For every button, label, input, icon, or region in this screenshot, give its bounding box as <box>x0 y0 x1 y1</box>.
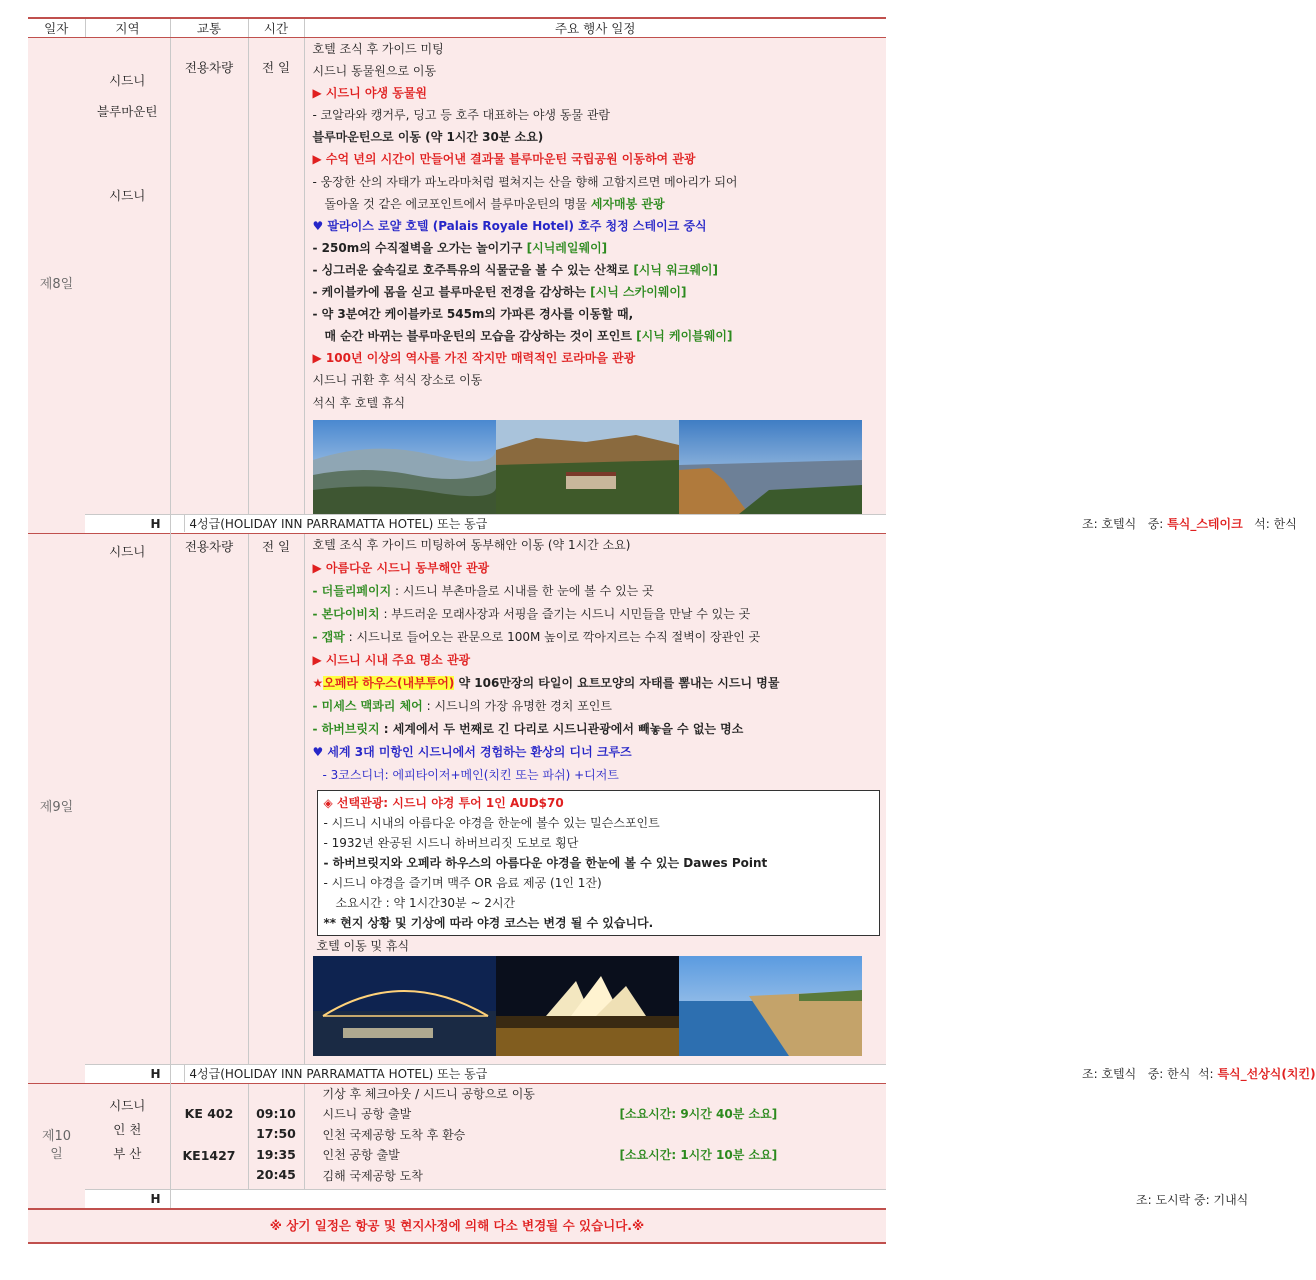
day10-schedule <box>304 1083 886 1189</box>
day8-line: ▶ 100년 이상의 역사를 가진 작지만 매력적인 로라마을 관광 <box>312 351 636 366</box>
day9-time: 전 일 <box>248 533 304 1064</box>
day8-line: 호텔 조식 후 가이드 미팅 <box>312 42 444 56</box>
day9-label: 제9일 <box>28 533 85 1083</box>
day9-hotel-name: 4성급(HOLIDAY INN PARRAMATTA HOTEL) 또는 동급 <box>184 1065 487 1082</box>
day10-times: 09:10 17:50 19:35 20:45 <box>248 1083 304 1189</box>
day9-transport: 전용차량 <box>170 533 248 1064</box>
gap-park-cliff-photo <box>679 956 862 1056</box>
day8-schedule <box>304 38 886 515</box>
day10-line: 김해 국제공항 도착 <box>322 1168 423 1183</box>
day8-line: 시드니 귀환 후 석식 장소로 이동 <box>312 373 483 388</box>
day10-hotel-h: H <box>150 1191 161 1206</box>
day10-flights: KE 402 KE1427 <box>170 1083 248 1189</box>
day8-hotel-name: 4성급(HOLIDAY INN PARRAMATTA HOTEL) 또는 동급 <box>184 515 487 532</box>
three-sisters-cliff-photo <box>679 420 862 514</box>
day9-after: 호텔 이동 및 휴식 <box>316 938 410 953</box>
day8-line: ▶ 수억 년의 시간이 만들어낸 결과물 블루마운틴 국립공원 이동하여 관광 <box>312 152 696 167</box>
day8-time: 전 일 <box>248 38 304 515</box>
day9-line: 호텔 조식 후 가이드 미팅하여 동부해안 이동 (약 1시간 소요) <box>312 537 631 552</box>
day8-label: 제8일 <box>39 277 74 293</box>
day9-line: ▶ 아름다운 시드니 동부해안 관광 <box>312 560 490 575</box>
day9-hotel-h: H <box>150 1067 161 1082</box>
option-line: 소요시간 : 약 1시간30분 ~ 2시간 <box>335 895 516 910</box>
header-day: 일자 <box>28 18 85 38</box>
day9-schedule <box>304 533 886 1064</box>
notice-row <box>28 1209 886 1243</box>
day8-line: - 약 3분여간 케이블카로 545m의 가파른 경사를 이동할 때, <box>312 307 634 322</box>
header-row <box>28 18 886 38</box>
day8-line: - 케이블카에 몸을 싣고 블루마운틴 전경을 감상하는 [시닉 스카이웨이] <box>312 285 687 300</box>
day10-regions: 시드니 인 천 부 산 <box>85 1083 170 1189</box>
day8-hotel-cell <box>150 514 886 533</box>
header-region: 지역 <box>85 18 170 38</box>
option-line: - 시드니 시내의 아름다운 야경을 한눈에 볼수 있는 밀슨스포인트 <box>323 815 660 830</box>
day8-line: - 싱그러운 숲속길로 호주특유의 식물군을 볼 수 있는 산책로 [시닉 워크웨이] <box>312 262 719 277</box>
blue-mountains-hotel-photo <box>496 420 679 514</box>
opera-house-night-photo <box>496 956 679 1056</box>
day10-row <box>28 1083 886 1189</box>
day9-line: - 미세스 맥콰리 체어 : 시드니의 가장 유명한 경치 포인트 <box>312 698 612 713</box>
day9-line: ★오페라 하우스(내부투어) 약 106만장의 타일이 요트모양의 자태를 뽐내는 시드니 명물 <box>312 675 780 690</box>
day8-line: - 코알라와 캥거루, 딩고 등 호주 대표하는 야생 동물 관람 <box>312 108 611 123</box>
day8-line: 시드니 동물원으로 이동 <box>312 64 437 79</box>
day8-line: - 웅장한 산의 자태가 파노라마처럼 펼쳐지는 산을 향해 고함지르면 메아리가 되어 <box>312 174 738 189</box>
day8-region-3: 시드니 <box>109 188 146 203</box>
optional-tour-box <box>317 790 880 936</box>
header-schedule: 주요 행사 일정 <box>304 18 886 38</box>
day10-line: 인천 국제공항 도착 후 환승 <box>322 1127 466 1142</box>
notice-text: ※ 상기 일정은 항공 및 현지사정에 의해 다소 변경될 수 있습니다.※ <box>28 1209 886 1243</box>
day8-photos <box>313 420 887 514</box>
option-line: ** 현지 상황 및 기상에 따라 야경 코스는 변경 될 수 있습니다. <box>323 915 654 930</box>
day9-region: 시드니 <box>85 533 170 1064</box>
day10-hotel-cell <box>150 1189 886 1209</box>
day10-line: 시드니 공항 출발 [소요시간: 9시간 40분 소요] <box>322 1107 778 1122</box>
day8-line: ♥ 팔라이스 로얄 호텔 (Palais Royale Hotel) 호주 청정 스테이크 중식 <box>312 218 707 233</box>
day10-label: 제10 일 <box>28 1083 85 1209</box>
option-line: ◈ 선택관광: 시드니 야경 투어 1인 AUD$70 <box>323 795 564 810</box>
day8-transport: 전용차량 <box>170 38 248 515</box>
day9-line: - 갭팍 : 시드니로 들어오는 관문으로 100M 높이로 깍아지르는 수직 절벽이 장관인 곳 <box>312 629 761 644</box>
option-line: - 시드니 야경을 즐기며 맥주 OR 음료 제공 (1인 1잔) <box>323 875 602 890</box>
day9-line: - 더들리페이지 : 시드니 부촌마을로 시내를 한 눈에 볼 수 있는 곳 <box>312 583 654 598</box>
option-line: - 1932년 완공된 시드니 하버브리짓 도보로 횡단 <box>323 835 579 850</box>
harbour-bridge-night-photo <box>313 956 496 1056</box>
day9-line: - 하버브릿지 : 세계에서 두 번째로 긴 다리로 시드니관광에서 빼놓을 수 없는 명소 <box>312 721 744 736</box>
day9-hotel-cell <box>150 1064 886 1083</box>
day8-line: - 250m의 수직절벽을 오가는 놀이기구 [시닉레일웨이] <box>312 240 608 255</box>
day9-line: - 본다이비치 : 부드러운 모래사장과 서핑을 즐기는 시드니 시민들을 만날 수 있는 곳 <box>312 606 751 621</box>
header-time: 시간 <box>248 18 304 38</box>
day8-region-2: 블루마운틴 <box>97 104 158 119</box>
itinerary-table-wrapper <box>28 17 1316 1244</box>
day10-line: 인천 공항 출발 [소요시간: 1시간 10분 소요] <box>322 1148 778 1163</box>
day9-hotel-row: H 4성급(HOLIDAY INN PARRAMATTA HOTEL) 또는 동급 조: 호텔식 중: 한식 석: 특식_선상식(치킨) <box>28 1064 886 1083</box>
day8-region-1: 시드니 <box>109 73 146 88</box>
header-transport: 교통 <box>170 18 248 38</box>
option-line: - 하버브릿지와 오페라 하우스의 아름다운 야경을 한눈에 볼 수 있는 Dawes Point <box>323 855 768 870</box>
blue-mountains-valley-photo <box>313 420 496 514</box>
day8-line: 돌아올 것 같은 에코포인트에서 블루마운틴의 명물 세자매봉 관광 <box>324 196 665 211</box>
day8-line: 블루마운틴으로 이동 (약 1시간 30분 소요) <box>312 130 544 145</box>
day8-line: ▶ 시드니 야생 동물원 <box>312 86 427 101</box>
day9-line: ♥ 세계 3대 미항인 시드니에서 경험하는 환상의 디너 크루즈 <box>312 744 632 759</box>
day8-line: 매 순간 바뀌는 블루마운틴의 모습을 감상하는 것이 포인트 [시닉 케이블웨이] <box>324 329 733 344</box>
day9-line: - 3코스디너: 에피타이저+메인(치킨 또는 파쉬) +디저트 <box>322 767 619 782</box>
day8-hotel-h: H <box>150 517 161 532</box>
day8-line: 석식 후 호텔 휴식 <box>312 395 406 410</box>
day9-row <box>28 533 886 1064</box>
day10-line: 기상 후 체크아웃 / 시드니 공항으로 이동 <box>322 1086 535 1101</box>
day8-regions <box>85 38 170 515</box>
day9-photos <box>313 956 887 1056</box>
day8-hotel-row: H 4성급(HOLIDAY INN PARRAMATTA HOTEL) 또는 동급 조: 호텔식 중: 특식_스테이크 석: 한식 <box>28 514 886 533</box>
day8-row <box>28 38 886 515</box>
day9-line: ▶ 시드니 시내 주요 명소 관광 <box>312 652 471 667</box>
itinerary-table <box>28 17 1316 1244</box>
day10-meal-row: H 조: 도시락 중: 기내식 <box>28 1189 886 1209</box>
